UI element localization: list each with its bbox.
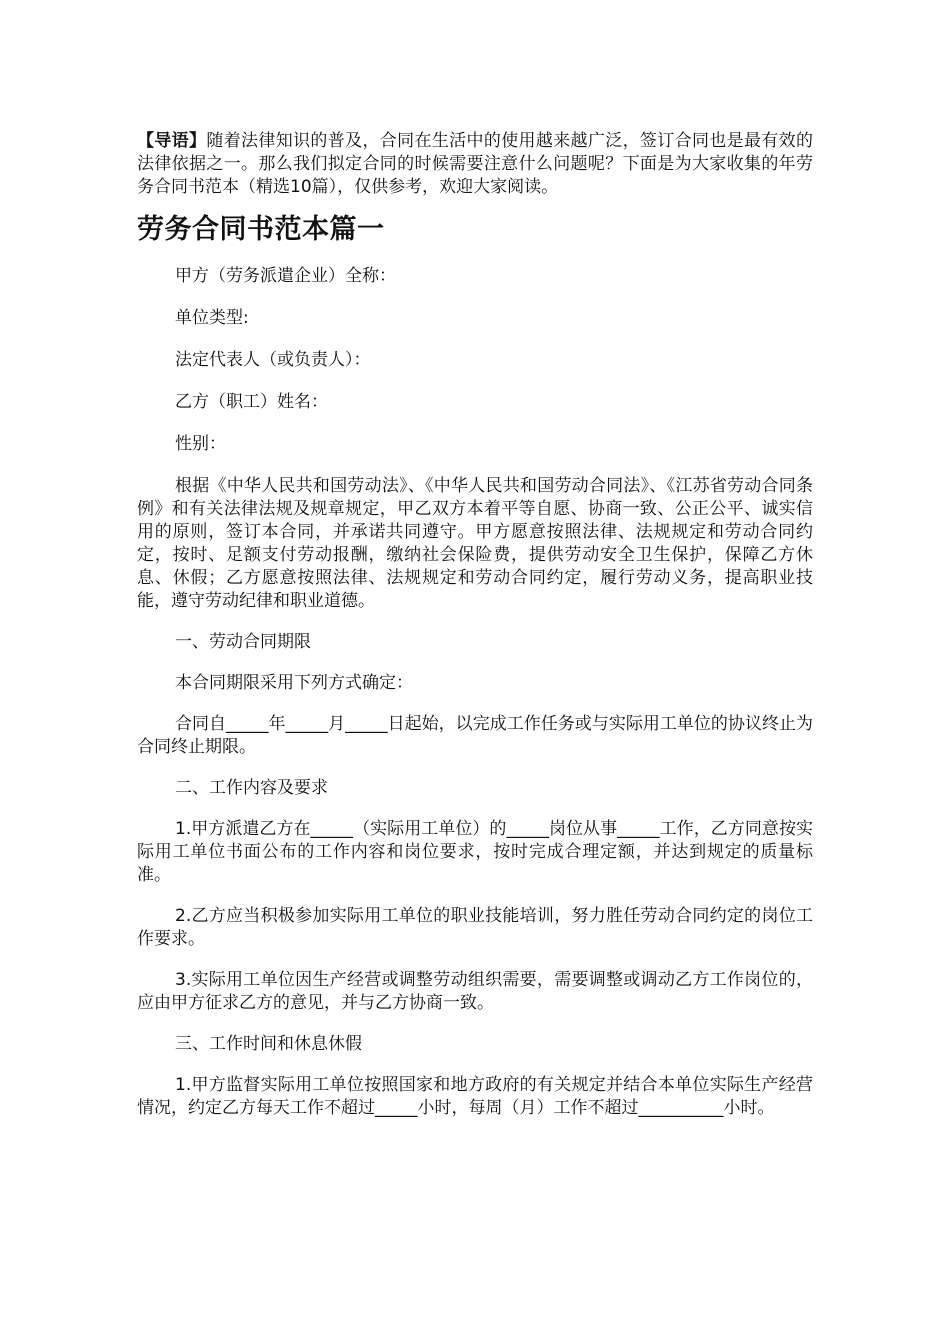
clause-heading-work: 二、工作内容及要求 xyxy=(175,778,328,798)
party-b-name-field: 乙方（职工）姓名： xyxy=(175,392,328,412)
intro-text: 随着法律知识的普及，合同在生活中的使用越来越广泛，签订合同也是最有效的法律依据之一。那么我们拟定合同的时候需要注意什么问题呢？下面是为大家收集的年劳务合同书范本（精选10篇），仅供参考，欢迎大家阅读。 xyxy=(137,131,814,197)
intro-label: 【导语】 xyxy=(137,131,207,151)
unit-type-field: 单位类型: xyxy=(175,308,249,328)
document-page xyxy=(137,130,813,1138)
gender-field: 性别： xyxy=(175,434,226,454)
work-item-1: 1.甲方派遣乙方在_____（实际用工单位）的_____岗位从事_____工作，乙方同意按实际用工单位书面公布的工作内容和岗位要求，按时完成合理定额，并达到规定的质量标准。 xyxy=(137,819,813,885)
section-heading: 劳务合同书范本篇一 xyxy=(137,214,385,245)
preamble-paragraph: 根据《中华人民共和国劳动法》、《中华人民共和国劳动合同法》、《江苏省劳动合同条例》和有关法律法规及规章规定，甲乙双方本着平等自愿、协商一致、公正公平、诚实信用的原则，签订本合同，并承诺共同遵守。甲方愿意按照法律、法规规定和劳动合同约定，按时、足额支付劳动报酬，缴纳社会保险费，提供劳动安全卫生保护，保障乙方休息、休假；乙方愿意按照法律、法规规定和劳动合同约定，履行劳动义务，提高职业技能，遵守劳动纪律和职业道德。 xyxy=(137,476,813,611)
term-method-paragraph: 本合同期限采用下列方式确定： xyxy=(175,673,413,693)
intro-paragraph xyxy=(137,130,813,199)
clause-heading-term: 一、劳动合同期限 xyxy=(175,632,311,652)
work-item-2: 2.乙方应当积极参加实际用工单位的职业技能培训，努力胜任劳动合同约定的岗位工作要求。 xyxy=(137,906,813,949)
work-item-3: 3.实际用工单位因生产经营或调整劳动组织需要，需要调整或调动乙方工作岗位的，应由甲方征求乙方的意见，并与乙方协商一致。 xyxy=(137,970,813,1013)
term-dates-paragraph: 合同自_____年_____月_____日起始，以完成工作任务或与实际用工单位的协议终止为合同终止期限。 xyxy=(137,714,813,757)
party-a-name-field: 甲方（劳务派遣企业）全称： xyxy=(175,266,396,286)
clause-heading-hours: 三、工作时间和休息休假 xyxy=(175,1034,362,1054)
legal-representative-field: 法定代表人（或负责人）： xyxy=(175,350,371,370)
hours-item-1: 1.甲方监督实际用工单位按照国家和地方政府的有关规定并结合本单位实际生产经营情况，约定乙方每天工作不超过_____小时，每周（月）工作不超过__________小时。 xyxy=(137,1075,813,1118)
